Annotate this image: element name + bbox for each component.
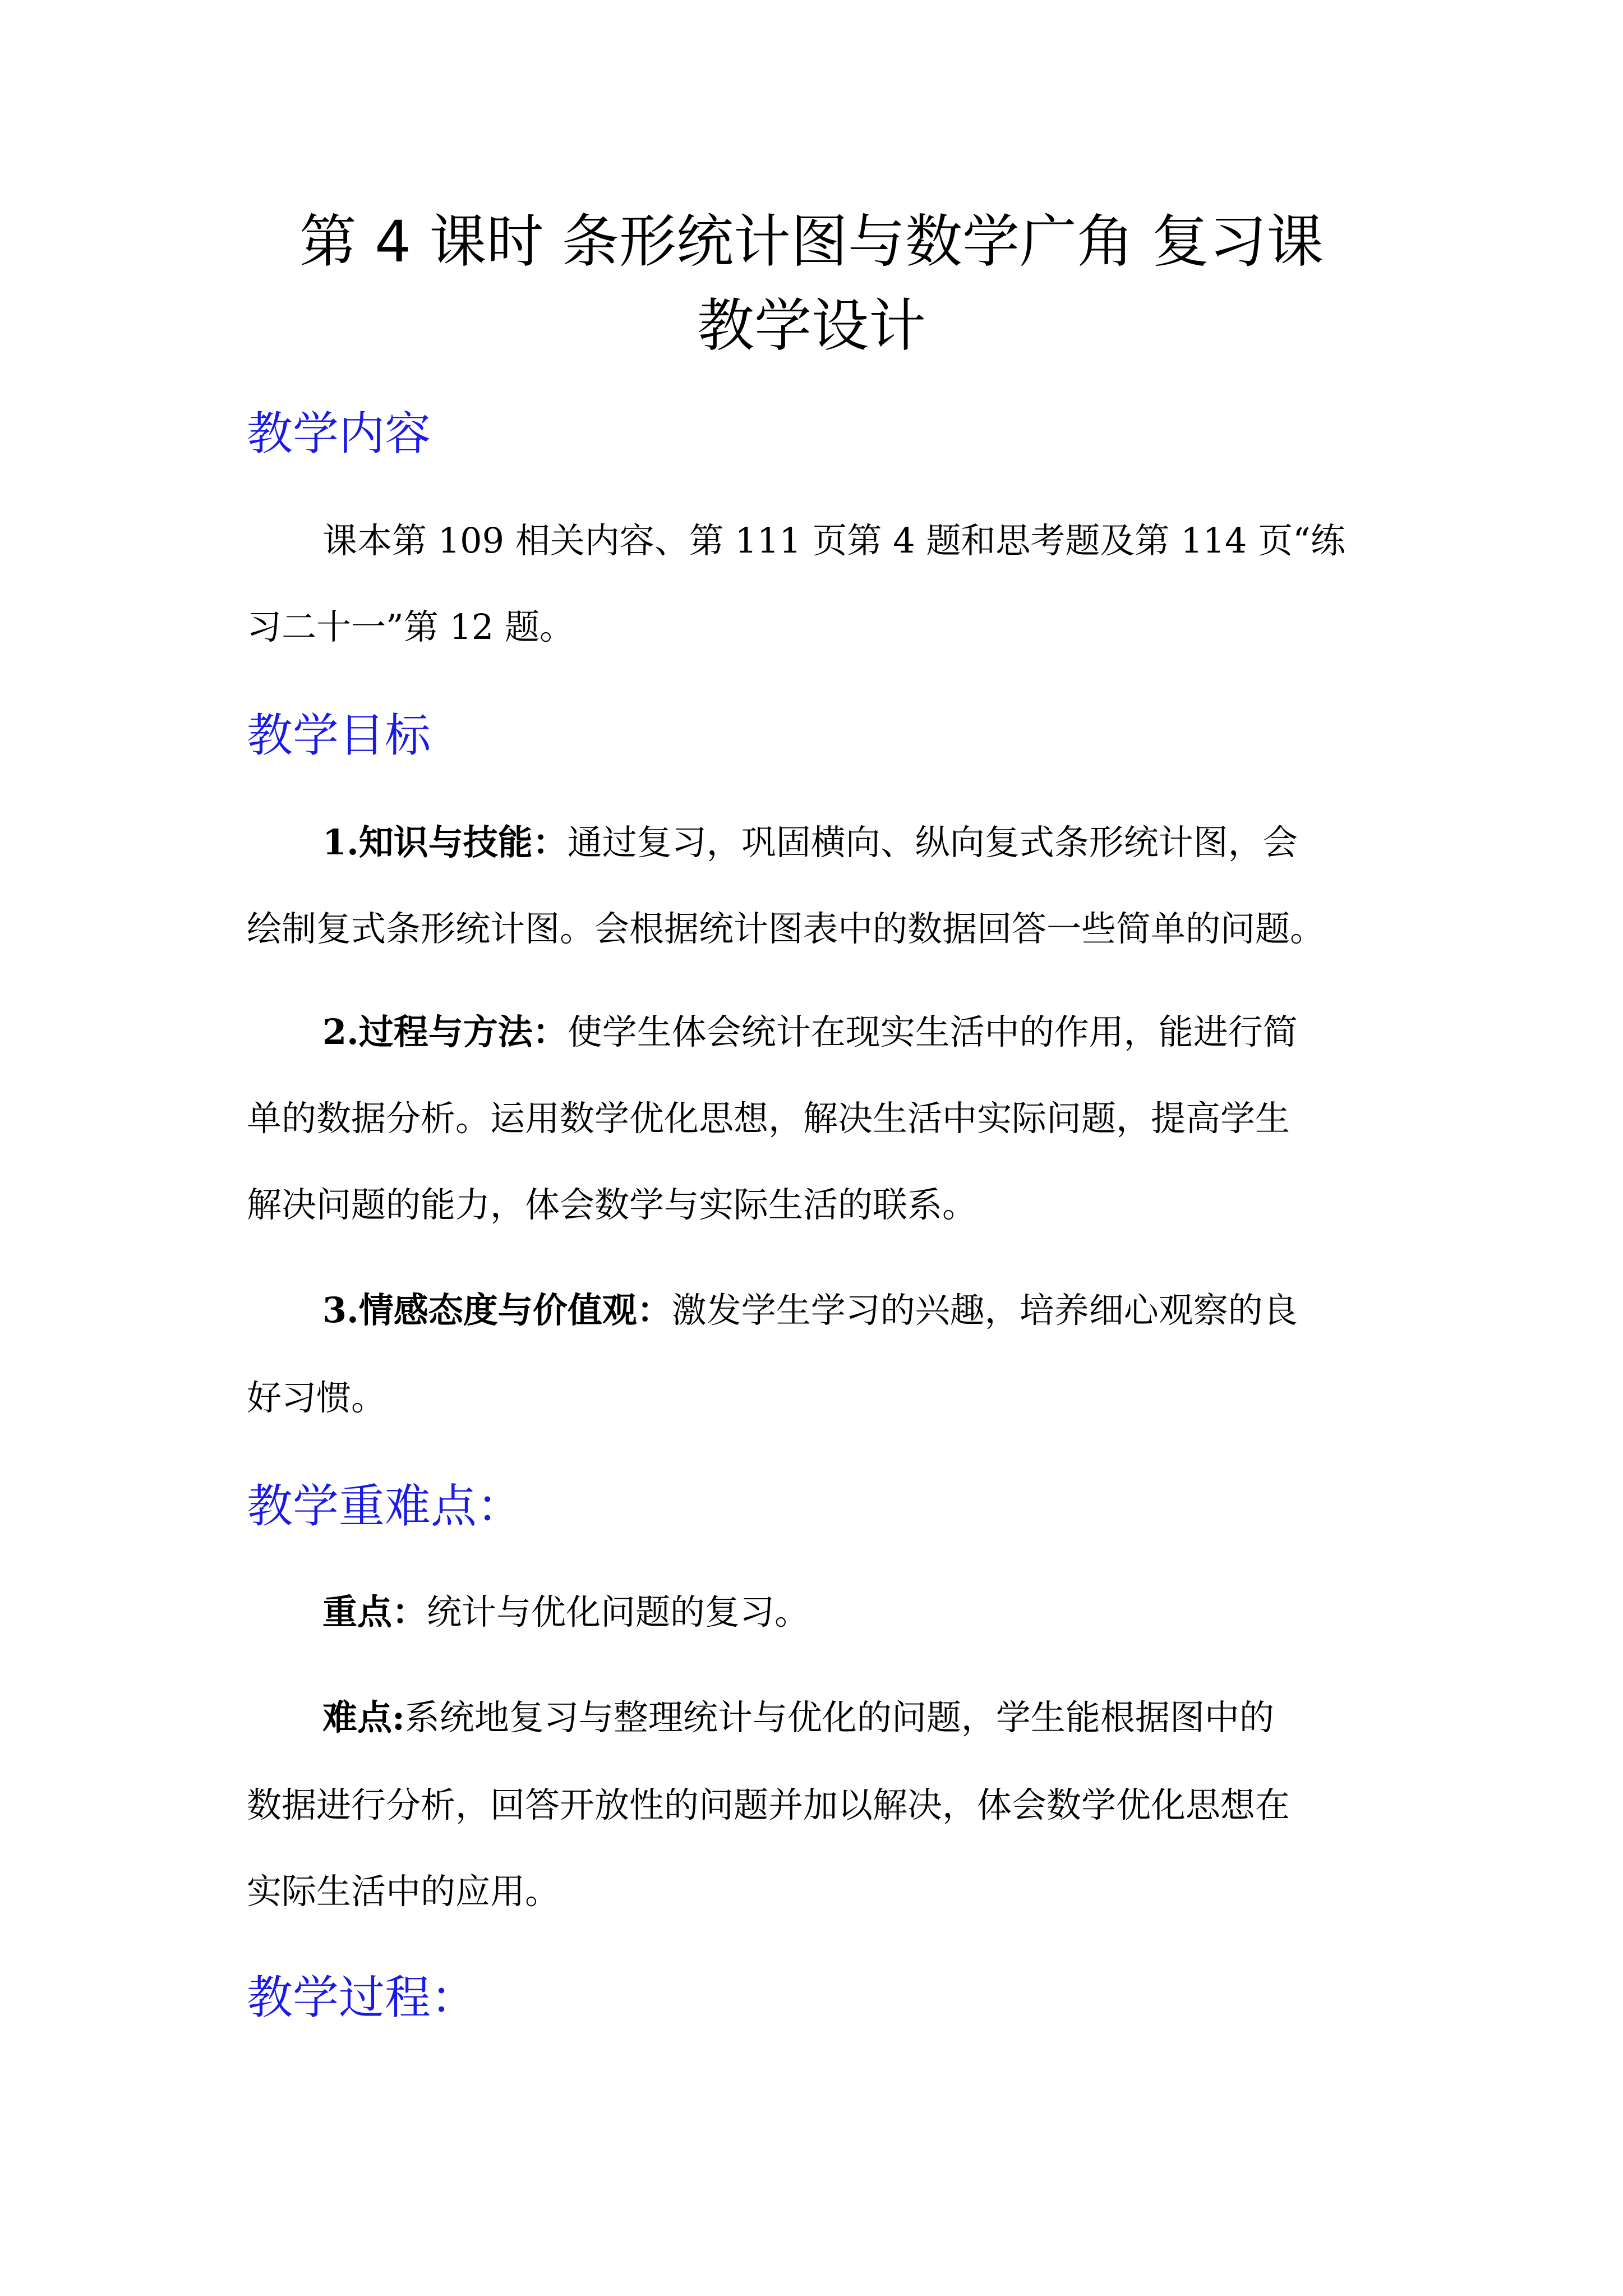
- difficulty-line-3: 实际生活中的应用。: [247, 1871, 560, 1912]
- key-point-line: [322, 1590, 809, 1635]
- goal-1-line-2: 绘制复式条形统计图。会根据统计图表中的数据回答一些简单的问题。: [247, 908, 1325, 949]
- goal-1-line-1: [322, 820, 1298, 865]
- document-title-line-2: 教学设计: [697, 293, 926, 360]
- difficulty-line-1: [322, 1695, 1274, 1740]
- section-heading-content: 教学内容: [247, 407, 431, 461]
- section-heading-process: 教学过程：: [247, 1971, 477, 2024]
- goal-2-line-1: [322, 1010, 1298, 1055]
- difficulty-line-2: 数据进行分析，回答开放性的问题并加以解决，体会数学优化思想在: [247, 1784, 1290, 1825]
- goal-3-line-2: 好习惯。: [247, 1377, 386, 1418]
- goal-3-text: 激发学生学习的兴趣，培养细心观察的良: [671, 1290, 1298, 1331]
- goal-2-line-2: 单的数据分析。运用数学优化思想，解决生活中实际问题，提高学生: [247, 1098, 1290, 1139]
- section-heading-goals: 教学目标: [247, 709, 431, 762]
- content-line-1: 课本第 109 相关内容、第 111 页第 4 题和思考题及第 114 页“练: [322, 520, 1345, 561]
- goal-2-line-3: 解决问题的能力，体会数学与实际生活的联系。: [247, 1184, 978, 1225]
- goal-1-text: 通过复习，巩固横向、纵向复式条形统计图，会: [567, 822, 1298, 863]
- section-heading-key-points: 教学重难点：: [247, 1480, 523, 1533]
- key-point-text: 统计与优化问题的复习。: [427, 1591, 810, 1632]
- goal-2-label: 2.过程与方法：: [322, 1011, 568, 1052]
- key-point-label: 重点：: [322, 1591, 427, 1632]
- goal-2-text: 使学生体会统计在现实生活中的作用，能进行简: [567, 1011, 1298, 1052]
- goal-1-label: 1.知识与技能：: [322, 822, 568, 863]
- content-line-2: 习二十一”第 12 题。: [247, 606, 575, 647]
- goal-3-label: 3.情感态度与价值观：: [322, 1290, 672, 1331]
- goal-3-line-1: [322, 1288, 1298, 1333]
- difficulty-text: 系统地复习与整理统计与优化的问题，学生能根据图中的: [404, 1697, 1274, 1738]
- difficulty-label: 难点:: [322, 1697, 405, 1738]
- document-title-line-1: 第 4 课时 条形统计图与数学广角 复习课: [299, 209, 1324, 275]
